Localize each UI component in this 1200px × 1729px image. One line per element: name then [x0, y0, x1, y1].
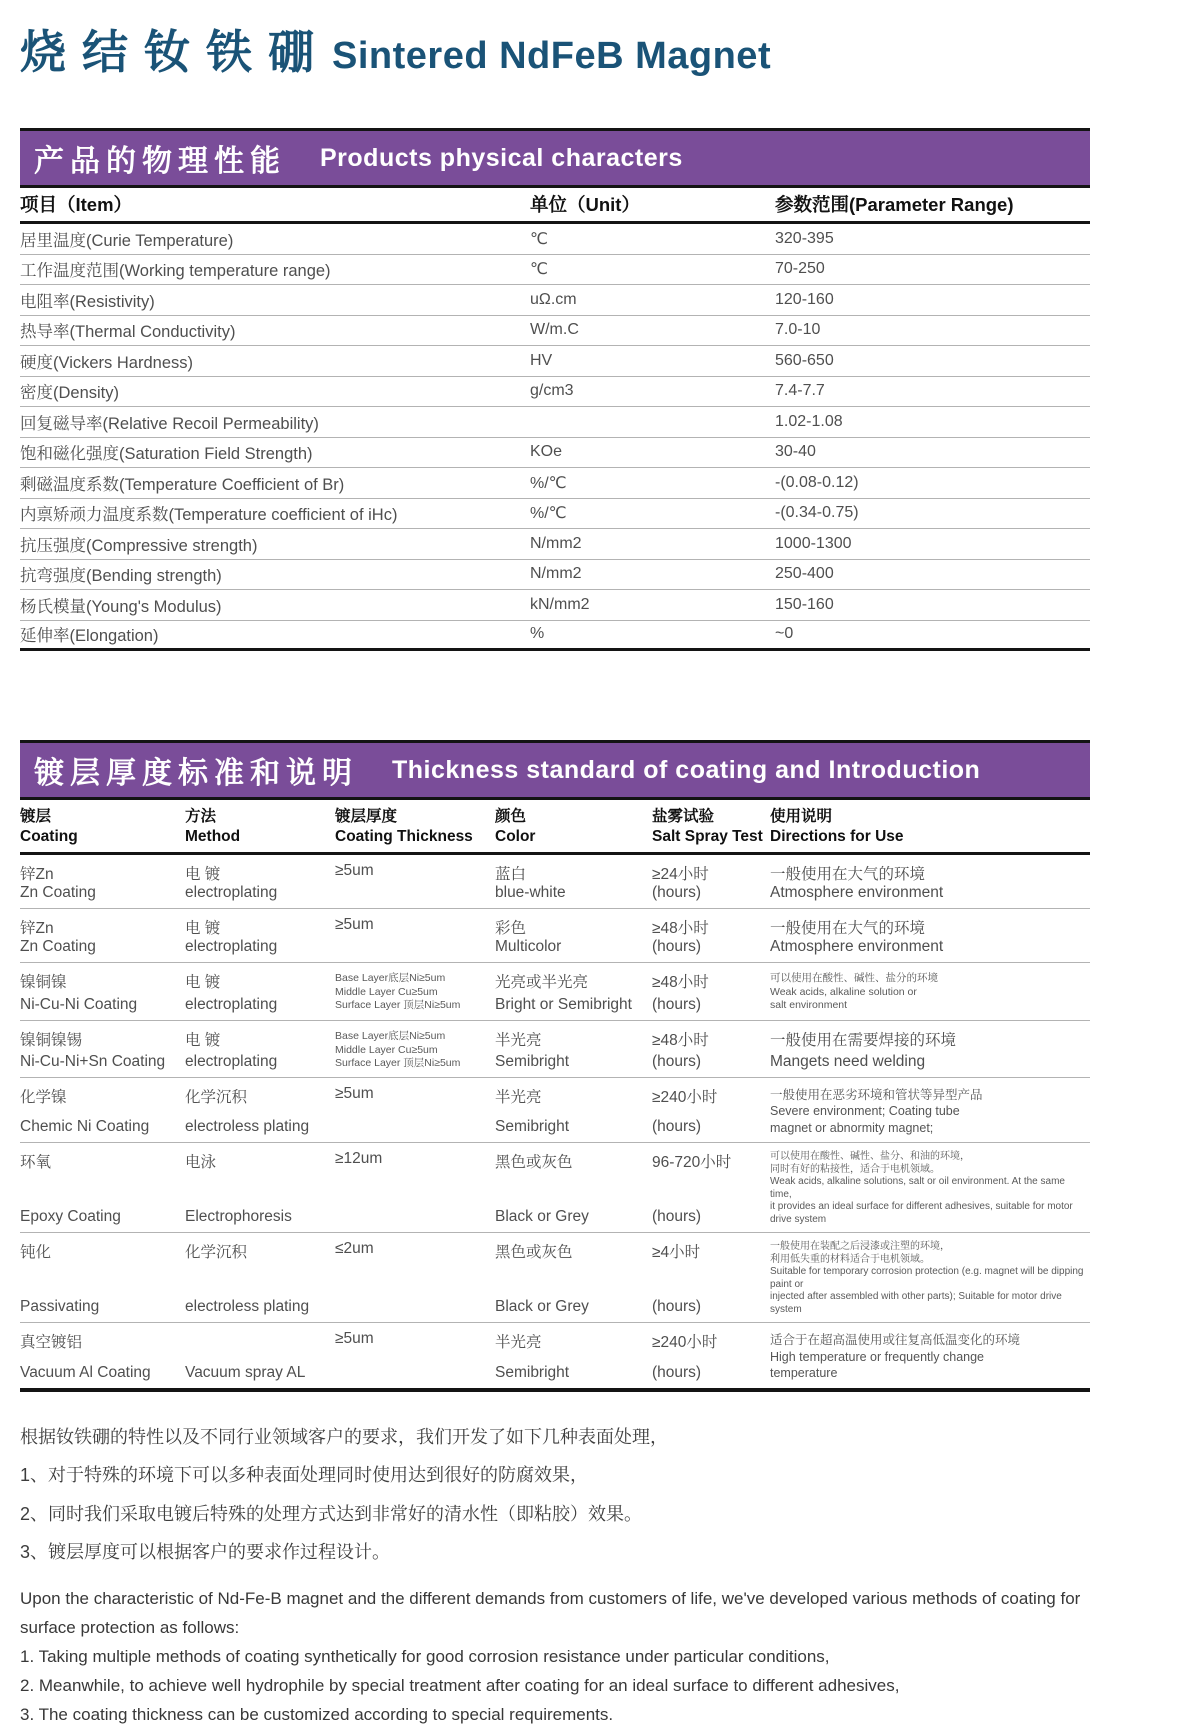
table-row: [20, 377, 1090, 408]
footer-line: Upon the characteristic of Nd-Fe-B magnet and the different demands from customers of life, we've developed various methods of coating for: [20, 1588, 1081, 1608]
thickness-cell: ≥5um: [335, 1084, 374, 1102]
page-title-english: Sintered NdFeB Magnet: [332, 35, 772, 77]
range-cell: 120-160: [775, 290, 834, 308]
footer-line: 2. Meanwhile, to achieve well hydrophile by special treatment after coating for an ideal surface to different adhesives,: [20, 1675, 900, 1695]
thickness-cell: ≥5um: [335, 1330, 374, 1347]
color-cell: 彩色 Multicolor: [495, 920, 562, 955]
color-cell: 黑色或灰色 Black or Grey: [495, 1244, 589, 1315]
item-cell: 剩磁温度系数(Temperature Coefficient of Br): [20, 475, 345, 494]
physical-header-english: Products physical characters: [320, 143, 683, 172]
column-header-directions: 使用说明 Directions for Use: [770, 808, 904, 845]
table-row: [20, 590, 1090, 621]
coating-header-chinese: 镀层厚度标准和说明: [34, 757, 358, 790]
thickness-cell: Base Layer底层Ni≥5um Middle Layer Cu≥5um Surface Layer 顶层Ni≥5um: [335, 1030, 461, 1069]
coating-cell: 镍铜镍锡 Ni-Cu-Ni+Sn Coating: [20, 1032, 166, 1070]
column-header-color: 颜色 Color: [495, 808, 536, 845]
unit-cell: g/cm3: [530, 382, 574, 400]
item-cell: 抗压强度(Compressive strength): [20, 536, 258, 555]
directions-cell: 一般使用在需要焊接的环境 Mangets need welding: [770, 1032, 957, 1070]
footer-line: 3、镀层厚度可以根据客户的要求作过程设计。: [20, 1542, 391, 1562]
physical-table-header-row: [20, 188, 1090, 224]
unit-cell: W/m.C: [530, 321, 579, 339]
table-row: [20, 316, 1090, 347]
coating-section: [20, 740, 1090, 1392]
coating-row-zn-multicolor: [20, 909, 1090, 963]
method-cell: 电 镀 electroplating: [185, 866, 278, 901]
salt-spray-cell: ≥48小时 (hours): [652, 920, 709, 955]
range-cell: 7.4-7.7: [775, 382, 825, 400]
unit-cell: ℃: [530, 230, 548, 248]
color-cell: 蓝白 blue-white: [495, 866, 566, 901]
footer-line: 1、对于特殊的环境下可以多种表面处理同时使用达到很好的防腐效果，: [20, 1465, 589, 1485]
coating-cell: 锌Zn Zn Coating: [20, 866, 96, 901]
method-cell: Vacuum spray AL: [185, 1363, 306, 1381]
table-row: [20, 255, 1090, 286]
item-cell: 饱和磁化强度(Saturation Field Strength): [20, 445, 313, 464]
item-cell: 内禀矫顽力温度系数(Temperature coefficient of iHc): [20, 506, 398, 525]
thickness-cell: ≤2um: [335, 1240, 374, 1257]
coating-section-header: [20, 740, 1090, 800]
item-cell: 硬度(Vickers Hardness): [20, 353, 193, 372]
unit-cell: %/℃: [530, 505, 567, 523]
footer-line: 2、同时我们采取电镀后特殊的处理方式达到非常好的清水性（即粘胶）效果。: [20, 1503, 643, 1524]
table-row: [20, 407, 1090, 438]
color-cell: 半光亮 Semibright: [495, 1088, 570, 1135]
method-cell: 电 镀 electroplating: [185, 974, 278, 1013]
salt-spray-cell: ≥48小时 (hours): [652, 974, 709, 1013]
thickness-cell: Base Layer底层Ni≥5um Middle Layer Cu≥5um Surface Layer 顶层Ni≥5um: [335, 972, 461, 1011]
directions-cell: 一般使用在大气的环境 Atmosphere environment: [770, 866, 944, 901]
method-cell: 化学沉积 electroless plating: [185, 1244, 310, 1315]
table-row: [20, 438, 1090, 469]
directions-cell: 一般使用在装配之后浸漆或注塑的环境， 利用低失重的材料适合于电机领域。 Suitable for temporary corrosion protection (e.g. magnet will be dipping paint or injected after assembled with other parts); Suitable for motor drive system: [770, 1241, 1084, 1315]
directions-cell: 可以使用在酸性、碱性、盐分、和油的环境， 同时有好的粘接性，适合于电机领域。 Weak acids, alkaline solutions, salt or oil environment. At the same time, it provides an ideal surface for different adhesives, suitable for motor drive system: [770, 1151, 1073, 1225]
method-cell: 电 镀 electroplating: [185, 920, 278, 955]
thickness-cell: ≥12um: [335, 1150, 383, 1167]
unit-cell: KOe: [530, 443, 563, 461]
footer-line: 3. The coating thickness can be customized according to special requirements.: [20, 1704, 614, 1724]
physical-table: [20, 188, 1090, 651]
table-row: [20, 346, 1090, 377]
column-header-coating: 镀层 Coating: [20, 808, 78, 845]
footer-line: surface protection as follows:: [20, 1617, 240, 1637]
coating-row-ni-cu-ni-sn: [20, 1021, 1090, 1078]
coating-row-passivating: [20, 1233, 1090, 1323]
salt-spray-cell: ≥240小时 (hours): [652, 1088, 718, 1135]
unit-cell: uΩ.cm: [530, 290, 577, 308]
column-header-range: 参数范围(Parameter Range): [775, 194, 1014, 215]
coating-row-chemic-ni: [20, 1078, 1090, 1144]
coating-cell: 化学镍 Chemic Ni Coating: [20, 1088, 150, 1135]
item-cell: 杨氏模量(Young's Modulus): [20, 597, 222, 616]
coating-row-ni-cu-ni: [20, 963, 1090, 1021]
coating-header-english: Thickness standard of coating and Introduction: [392, 755, 981, 784]
color-cell: 半光亮 Semibright: [495, 1032, 570, 1070]
salt-spray-cell: ≥240小时 (hours): [652, 1334, 718, 1381]
coating-cell: 钝化 Passivating: [20, 1244, 100, 1315]
salt-spray-cell: ≥4小时 (hours): [652, 1244, 702, 1315]
salt-spray-cell: ≥24小时 (hours): [652, 866, 709, 901]
range-cell: ~0: [775, 625, 794, 643]
item-cell: 密度(Density): [20, 384, 120, 403]
physical-section: [20, 128, 1090, 651]
item-cell: 延伸率(Elongation): [20, 627, 159, 646]
table-row: [20, 285, 1090, 316]
footer-chinese-notes: [20, 1418, 1090, 1572]
range-cell: 1000-1300: [775, 534, 852, 552]
column-header-salt-spray: 盐雾试验 Salt Spray Test: [652, 808, 763, 845]
coating-row-epoxy: [20, 1143, 1090, 1233]
range-cell: -(0.08-0.12): [775, 473, 859, 491]
table-row: [20, 560, 1090, 591]
footer-english-notes: [20, 1584, 1090, 1729]
page-title: [20, 0, 1200, 82]
item-cell: 回复磁导率(Relative Recoil Permeability): [20, 414, 319, 433]
color-cell: 光亮或半光亮 Bright or Semibright: [495, 974, 632, 1013]
color-cell: 黑色或灰色 Black or Grey: [495, 1154, 589, 1225]
item-cell: 电阻率(Resistivity): [20, 292, 155, 311]
physical-header-chinese: 产品的物理性能: [34, 145, 286, 178]
range-cell: 320-395: [775, 229, 834, 247]
footer-line: 1. Taking multiple methods of coating synthetically for good corrosion resistance under particular conditions,: [20, 1646, 830, 1666]
table-row: [20, 529, 1090, 560]
item-cell: 抗弯强度(Bending strength): [20, 567, 222, 586]
coating-table-header-row: [20, 800, 1090, 855]
unit-cell: N/mm2: [530, 565, 582, 583]
coating-cell: 镍铜镍 Ni-Cu-Ni Coating: [20, 974, 138, 1013]
item-cell: 热导率(Thermal Conductivity): [20, 323, 236, 342]
range-cell: 150-160: [775, 595, 834, 613]
coating-row-vacuum-al: [20, 1323, 1090, 1392]
range-cell: 560-650: [775, 351, 834, 369]
column-header-thickness: 镀层厚度 Coating Thickness: [335, 808, 473, 845]
coating-cell: 真空镀铝 Vacuum Al Coating: [20, 1334, 151, 1381]
range-cell: 7.0-10: [775, 321, 821, 339]
range-cell: 30-40: [775, 443, 816, 461]
coating-row-zn-bluewhite: [20, 855, 1090, 909]
table-row: [20, 468, 1090, 499]
salt-spray-cell: ≥48小时 (hours): [652, 1032, 709, 1070]
directions-cell: 可以使用在酸性、碱性、盐分的环境 Weak acids, alkaline solution or salt environment: [770, 972, 938, 1011]
item-cell: 居里温度(Curie Temperature): [20, 231, 234, 250]
unit-cell: %/℃: [530, 474, 567, 492]
item-cell: 工作温度范围(Working temperature range): [20, 262, 331, 281]
table-row: [20, 224, 1090, 255]
unit-cell: N/mm2: [530, 534, 582, 552]
table-row: [20, 621, 1090, 652]
unit-cell: %: [530, 625, 545, 643]
coating-cell: 环氧 Epoxy Coating: [20, 1154, 121, 1225]
range-cell: -(0.34-0.75): [775, 504, 859, 522]
column-header-item: 项目（Item）: [20, 194, 133, 215]
method-cell: 电泳 Electrophoresis: [185, 1154, 292, 1225]
physical-section-header: [20, 128, 1090, 188]
method-cell: 化学沉积 electroless plating: [185, 1088, 310, 1135]
range-cell: 70-250: [775, 260, 825, 278]
directions-cell: 一般使用在恶劣环境和管状等异型产品 Severe environment; Coating tube magnet or abnormity magnet;: [770, 1087, 983, 1135]
range-cell: 1.02-1.08: [775, 412, 843, 430]
thickness-cell: ≥5um: [335, 862, 374, 879]
unit-cell: kN/mm2: [530, 595, 590, 613]
color-cell: 半光亮 Semibright: [495, 1334, 570, 1381]
page-title-chinese: 烧结钕铁硼: [20, 26, 330, 78]
directions-cell: 一般使用在大气的环境 Atmosphere environment: [770, 920, 944, 955]
unit-cell: ℃: [530, 261, 548, 279]
column-header-method: 方法 Method: [185, 808, 241, 845]
column-header-unit: 单位（Unit）: [530, 194, 640, 215]
method-cell: 电 镀 electroplating: [185, 1032, 278, 1070]
unit-cell: HV: [530, 351, 553, 369]
directions-cell: 适合于在超高温使用或往复高低温变化的环境 High temperature or frequently change temperature: [770, 1333, 1021, 1380]
thickness-cell: ≥5um: [335, 916, 374, 933]
coating-cell: 锌Zn Zn Coating: [20, 920, 96, 955]
footer-line: 根据钕铁硼的特性以及不同行业领域客户的要求，我们开发了如下几种表面处理，: [20, 1426, 668, 1447]
table-row: [20, 499, 1090, 530]
range-cell: 250-400: [775, 565, 834, 583]
salt-spray-cell: 96-720小时 (hours): [652, 1154, 732, 1225]
